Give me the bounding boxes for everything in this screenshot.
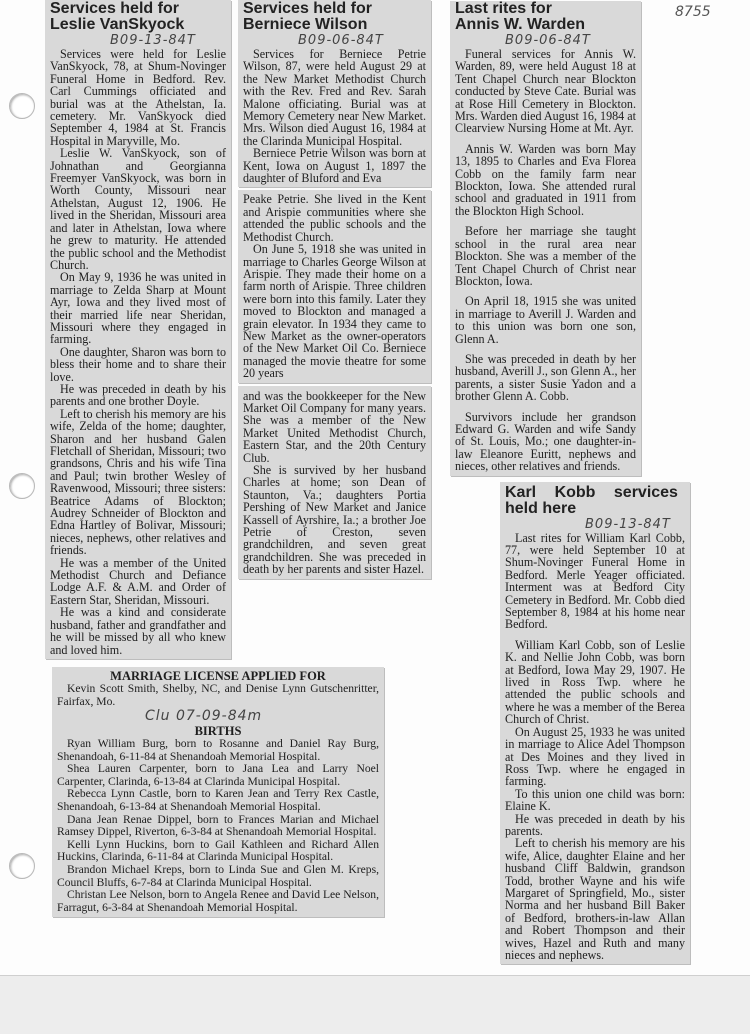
- paragraph: She was preceded in death by her husband, Averill J., son Glenn A., her parents, a sister Susie Yadon and a brother Glenn A. Cobb.: [455, 351, 636, 404]
- left-clippings-area: [45, 0, 435, 917]
- headline-line: Leslie VanSkyock: [50, 16, 185, 33]
- paragraph: Last rites for William Karl Cobb, 77, were held September 10 at Shum-Novinger Funeral Home in Bedford. Merle Yeager officiated. Interment was at Bedford City Cemetery in Bedford. Mr. Cobb died September 8, 1984 at his home near Bedford.: [505, 530, 685, 632]
- birth-entry: Dana Jean Renae Dippel, born to Frances Marian and Michael Ramsey Dippel, Riverton, 6-3-84 at Shenandoah Memorial Hospital.: [57, 812, 379, 839]
- obituary-leslie-vanskyock: [45, 0, 231, 659]
- obituary-berniece-wilson-part1: [238, 0, 431, 187]
- birth-entry: Rebecca Lynn Castle, born to Karen Jean and Terry Rex Castle, Shenandoah, 6-13-84 at Shenandoah Memorial Hospital.: [57, 787, 379, 814]
- paragraph: Before her marriage she taught school in the rural area near Blockton. She was a member of the Tent Chapel Church of Christ near Blockton, Iowa.: [455, 224, 636, 288]
- obituary-karl-cobb: [500, 482, 690, 965]
- paragraph: On April 18, 1915 she was united in marriage to Averill J. Warden and to this union was born one son, Glenn A.: [455, 294, 636, 346]
- paragraph: Funeral services for Annis W. Warden, 89, were held August 18 at Tent Chapel Church near Blockton conducted by Steve Cate. Burial was at Rose Hill Cemetery in Blockton. Mrs. Warden died August 16, 1984 at Clearview Nursing Home at Mt. Ayr.: [455, 47, 636, 136]
- binder-hole: [9, 93, 35, 119]
- paragraph: Left to cherish his memory are his wife, Alice, daughter Elaine and her husband Cliff Baldwin, grandson Todd, brother Wayne and his wife Margaret of Springfield, Mo., sister Norma and her husband Bill Baker of Bedford, brothers-in-law Allan and Robert Thompson and their wives, Hazel and Ruth and many nieces and nephews.: [505, 836, 685, 962]
- headline: [50, 1, 226, 33]
- paragraph: He was a kind and considerate husband, father and grandfather and he will be missed by all who knew and loved him.: [50, 605, 226, 657]
- headline-line: Annis W. Warden: [455, 16, 586, 33]
- paragraph: Left to cherish his memory are his wife, Zelda of the home; daughter, Sharon and her husband Galen Fletchall of Sheridan, Missouri; two grandsons, Chris and his wife Tina and Paul; twin brother Wesley of Ravenwood, Missouri; three sisters: Beatrice Adams of Blockton; Audrey Schneider of Blockton and Edna Hartley of Bolivar, Missouri; nieces, nephews, other relatives and friends.: [50, 406, 226, 558]
- headline: [243, 1, 426, 33]
- headline-line: held here: [505, 499, 577, 517]
- headline: [505, 482, 685, 517]
- page-number: 8755: [675, 4, 711, 20]
- handwritten-annotation: B09-06-84T: [298, 33, 384, 48]
- handwritten-annotation: B09-06-84T: [505, 33, 591, 48]
- paragraph: Berniece Petrie Wilson was born at Kent, Iowa on August 1, 1897 the daughter of Bluford and Eva: [243, 146, 426, 186]
- paragraph: Survivors include her grandson Edward G. Warden and wife Sandy of St. Louis, Mo.; one daughter-in-law Eleanore Euritt, nephews and nieces, other relatives and friends.: [455, 409, 636, 474]
- paragraph: He was preceded in death by his parents.: [505, 811, 685, 838]
- paragraph: On May 9, 1936 he was united in marriage to Zelda Sharp at Mount Ayr, Iowa and they lived most of their married life near Sheridan, Missouri where they engaged in farming.: [50, 270, 226, 347]
- paragraph: He was a member of the United Methodist Church and Defiance Lodge A.F. & A.M. and Order of Eastern Star, Sheridan, Missouri.: [50, 555, 226, 607]
- paragraph: She is survived by her husband Charles at home; son Dean of Staunton, Va.; daughters Portia Pershing of New Market and Janice Kassell of Ayrshire, Ia.; a brother Joe Petrie of Creston, seven grandchildren, and seven great grandchildren. She was preceded in death by her parents and sister Hazel.: [243, 463, 426, 577]
- handwritten-annotation: B09-13-84T: [110, 33, 196, 48]
- right-clippings-area: [450, 0, 690, 964]
- paragraph: On August 25, 1933 he was united in marriage to Alice Adel Thompson at Des Moines and they lived in Ross Twp. where he engaged in farming.: [505, 724, 685, 789]
- notices-marriage-births: [52, 667, 384, 918]
- paragraph: and was the bookkeeper for the New Market Oil Company for many years. She was a member of the New Market United Methodist Church, Eastern Star, and the 20th Century Club.: [243, 388, 426, 465]
- paragraph: One daughter, Sharon was born to bless their home and to share their love.: [50, 344, 226, 384]
- birth-entry: Christan Lee Nelson, born to Angela Renee and David Lee Nelson, Farragut, 6-3-84 at Shenandoah Memorial Hospital.: [57, 888, 379, 914]
- paragraph: Services were held for Leslie VanSkyock, 78, at Shum-Novinger Funeral Home in Bedford. Rev. Carl Cummings officiated and burial was at the Athelstan, Ia. cemetery. Mr. VanSkyock died September 4, 1984 at St. Francis Hospital in Maryville, Mo.: [50, 47, 226, 148]
- handwritten-annotation: B09-13-84T: [585, 516, 671, 532]
- headline-line: Last rites for: [455, 0, 552, 17]
- headline: [455, 1, 636, 33]
- paragraph: Services for Berniece Petrie Wilson, 87, were held August 29 at the New Market Methodist Church with the Rev. Fred and Rev. Sarah Malone officiating. Burial was at Memory Cemetery near New Market. Mrs. Wilson died August 16, 1984 at the Clarinda Municipal Hospital.: [243, 47, 426, 148]
- obituary-berniece-wilson-part2: [238, 190, 431, 382]
- scanner-bed: [0, 975, 750, 1034]
- paragraph: Peake Petrie. She lived in the Kent and Arispie communities where she attended the public schools and the Methodist Church.: [243, 192, 426, 244]
- binder-hole: [9, 473, 35, 499]
- headline-line: Karl Kobb services: [505, 483, 678, 501]
- paragraph: Annis W. Warden was born May 13, 1895 to Charles and Eva Florea Cobb on the family farm near Blockton, Iowa. She attended rural school and graduated in 1911 from the Blockton High School.: [455, 141, 636, 218]
- birth-entry: Brandon Michael Kreps, born to Linda Sue and Glen M. Kreps, Council Bluffs, 6-7-84 at Clarinda Municipal Hospital.: [57, 863, 379, 889]
- paragraph: On June 5, 1918 she was united in marriage to Charles George Wilson at Arispie. They made their home on a farm north of Arispie. Three children were born into this family. Later they moved to Blockton and managed a grain elevator. In 1934 they came to New Market as the owner-operators of the New Market Oil Co. Berniece managed the movie theatre for some 20 years: [243, 242, 426, 381]
- headline-line: Services held for: [50, 0, 179, 17]
- headline-line: Services held for: [243, 0, 372, 17]
- paragraph: To this union one child was born: Elaine K.: [505, 786, 685, 814]
- top-row: [45, 0, 435, 659]
- birth-entry: Kelli Lynn Huckins, born to Gail Kathleen and Richard Allen Huckins, Clarinda, 6-11-84 at Clarinda Municipal Hospital.: [57, 837, 379, 864]
- marriage-entry: Kevin Scott Smith, Shelby, NC, and Denise Lynn Gutschenritter, Fairfax, Mo.: [57, 681, 379, 708]
- obituary-annis-warden: [450, 1, 641, 476]
- paragraph: Leslie W. VanSkyock, son of Johnathan and Georgianna Freemyer VanSkyock, was born in Worth County, Missouri near Athelstan, August 12, 1906. He lived in the Sheridan, Missouri area and later in Athelstan, Iowa where he grew to maturity. He attended the public school and the Methodist Church.: [50, 146, 226, 272]
- binder-hole: [9, 853, 35, 879]
- obituary-berniece-wilson-part3: [238, 386, 431, 579]
- paragraph: William Karl Cobb, son of Leslie K. and Nellie John Cobb, was born at Bedford, Iowa May 29, 1907. He lived in Ross Twp. where he attended the public schools and where he was a member of the Berea Church of Christ.: [505, 637, 685, 727]
- handwritten-annotation: Clu 07-09-84m: [145, 708, 263, 725]
- birth-entry: Shea Lauren Carpenter, born to Jana Lea and Larry Noel Carpenter, Clarinda, 6-13-84 at Clarinda Municipal Hospital.: [57, 762, 379, 788]
- headline-line: Berniece Wilson: [243, 16, 368, 33]
- berniece-column: [238, 0, 431, 579]
- birth-entry: Ryan William Burg, born to Rosanne and Daniel Ray Burg, Shenandoah, 6-11-84 at Shenandoah Memorial Hospital.: [57, 737, 379, 763]
- marriage-heading: MARRIAGE LICENSE APPLIED FOR: [110, 668, 326, 683]
- births-heading: BIRTHS: [194, 724, 242, 739]
- paragraph: He was preceded in death by his parents and one brother Doyle.: [50, 381, 226, 409]
